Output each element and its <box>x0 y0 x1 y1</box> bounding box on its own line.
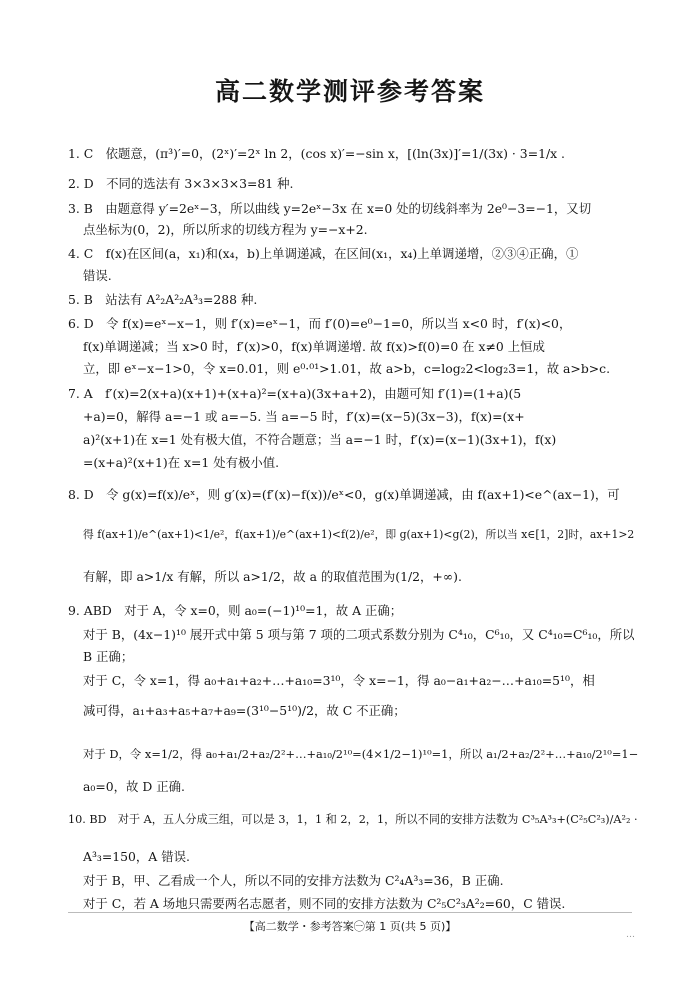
answer-line-continued: 点坐标为(0，2)，所以所求的切线方程为 y=−x+2. <box>83 222 368 237</box>
answer-line-continued: 减可得，a₁+a₃+a₅+a₇+a₉=(3¹⁰−5¹⁰)/2，故 C 不正确； <box>83 703 406 718</box>
page-footer: 【高二数学・参考答案㊀第 1 页(共 5 页)】 <box>243 920 457 933</box>
answer-line-continued: +a)=0，解得 a=−1 或 a=−5. 当 a=−5 时，f′(x)=(x−5)(3x−3)，f(x)=(x+ <box>83 409 525 424</box>
corner-mark: … <box>626 930 635 940</box>
answer-line-continued: 有解，即 a>1/x 有解，所以 a>1/2，故 a 的取值范围为(1/2，+∞). <box>83 569 462 584</box>
answer-line-continued: 对于 B，甲、乙看成一个人，所以不同的安排方法数为 C²₄A³₃=36，B 正确. <box>83 873 504 888</box>
answer-line-continued: A³₃=150，A 错误. <box>83 849 190 864</box>
answer-line: 9. ABD 对于 A，令 x=0，则 a₀=(−1)¹⁰=1，故 A 正确； <box>68 603 403 618</box>
answer-line: 2. D 不同的选法有 3×3×3×3=81 种. <box>68 176 294 191</box>
answer-line-continued: 对于 C，若 A 场地只需要两名志愿者，则不同的安排方法数为 C²₅C²₃A²₂=60，C 错误. <box>83 896 566 911</box>
answer-line: 10. BD 对于 A，五人分成三组，可以是 3，1，1 和 2，2，1，所以不同的安排方法数为 C³₅A³₃+(C²₅C²₃)/A²₂ · <box>68 813 638 826</box>
answer-line: 1. C 依题意，(π³)′=0，(2ˣ)′=2ˣ ln 2，(cos x)′=−sin x，[(ln(3x)]′=1/(3x) · 3=1/x . <box>68 146 565 161</box>
answer-line-continued: 错误. <box>83 268 112 283</box>
answer-line-continued: 对于 D，令 x=1/2，得 a₀+a₁/2+a₂/2²+…+a₁₀/2¹⁰=(4×1/2−1)¹⁰=1，所以 a₁/2+a₂/2²+…+a₁₀/2¹⁰=1− <box>83 747 639 761</box>
answer-line: 6. D 令 f(x)=eˣ−x−1，则 f′(x)=eˣ−1，而 f′(0)=e⁰−1=0，所以当 x<0 时，f′(x)<0， <box>68 316 572 331</box>
answer-line-continued: a₀=0，故 D 正确. <box>83 779 185 794</box>
answer-line: 8. D 令 g(x)=f(x)/eˣ，则 g′(x)=(f′(x)−f(x))/eˣ<0，g(x)单调递减，由 f(ax+1)<e^(ax−1)，可 <box>68 487 620 502</box>
answer-line-continued: B 正确； <box>83 649 134 664</box>
answer-line-continued: f(x)单调递减；当 x>0 时，f′(x)>0，f(x)单调递增. 故 f(x)>f(0)=0 在 x≠0 上恒成 <box>83 339 545 354</box>
answer-line-continued: 得 f(ax+1)/e^(ax+1)<1/e²，f(ax+1)/e^(ax+1)<f(2)/e²，即 g(ax+1)<g(2)，所以当 x∈[1，2]时，ax+1>2 <box>83 528 635 541</box>
footer-divider <box>68 912 632 913</box>
answer-line: 5. B 站法有 A²₂A²₂A³₃=288 种. <box>68 292 258 307</box>
answer-line-continued: 对于 B，(4x−1)¹⁰ 展开式中第 5 项与第 7 项的二项式系数分别为 C⁴₁₀，C⁶₁₀，又 C⁴₁₀=C⁶₁₀，所以 <box>83 627 635 642</box>
answer-line-continued: =(x+a)²(x+1)在 x=1 处有极小值. <box>83 455 280 470</box>
answer-line: 4. C f(x)在区间(a，x₁)和(x₄，b)上单调递减，在区间(x₁，x₄)上单调递增，②③④正确，① <box>68 246 579 261</box>
answer-line-continued: 对于 C，令 x=1，得 a₀+a₁+a₂+…+a₁₀=3¹⁰，令 x=−1，得 a₀−a₁+a₂−…+a₁₀=5¹⁰，相 <box>83 673 595 688</box>
page-title: 高二数学测评参考答案 <box>214 77 485 106</box>
answer-line-continued: a)²(x+1)在 x=1 处有极大值，不符合题意；当 a=−1 时，f′(x)=(x−1)(3x+1)，f(x) <box>83 432 557 447</box>
answer-line-continued: 立，即 eˣ−x−1>0，令 x=0.01，则 e⁰·⁰¹>1.01，故 a>b，c=log₂2<log₂3=1，故 a>b>c. <box>83 361 611 376</box>
answer-line: 7. A f′(x)=2(x+a)(x+1)+(x+a)²=(x+a)(3x+a+2)，由题可知 f′(1)=(1+a)(5 <box>68 386 522 401</box>
answer-line: 3. B 由题意得 y′=2eˣ−3，所以曲线 y=2eˣ−3x 在 x=0 处的切线斜率为 2e⁰−3=−1，又切 <box>68 201 592 216</box>
